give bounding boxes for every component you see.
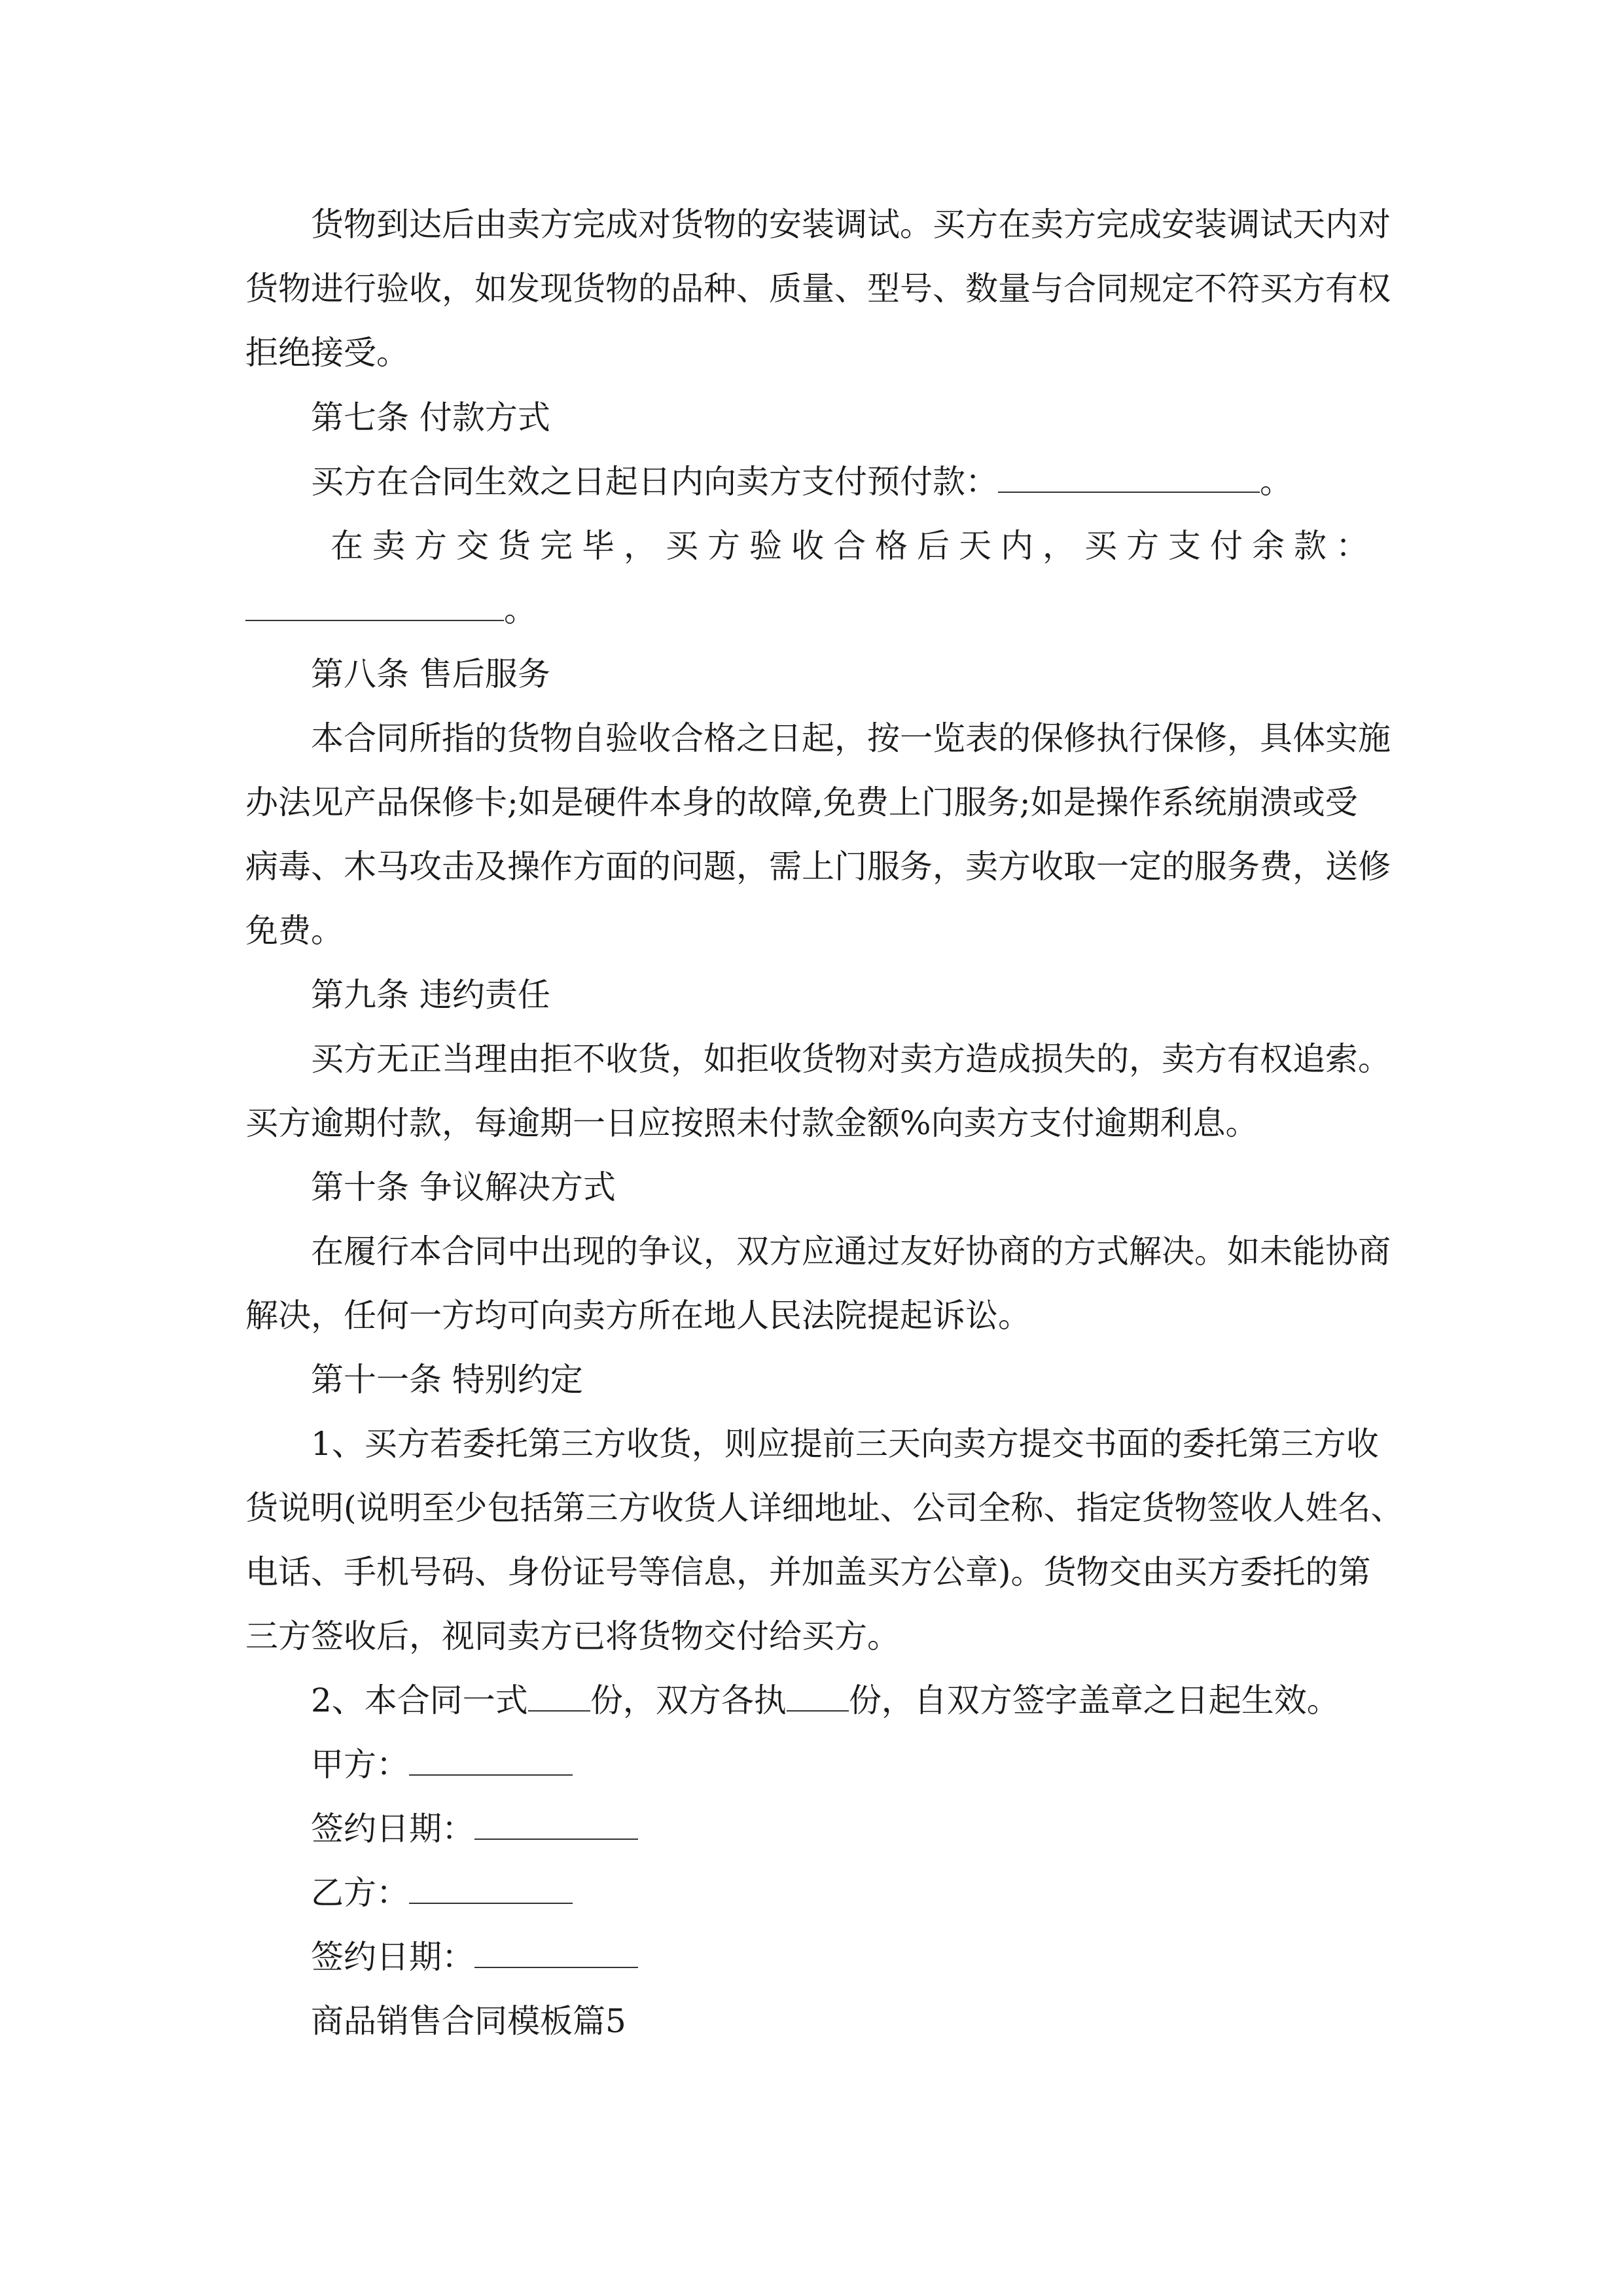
blank-underline (474, 1810, 638, 1840)
blank-underline (474, 1938, 638, 1968)
text-line: 免费。 (245, 912, 344, 950)
text-span: 2、本合同一式 (311, 1681, 528, 1719)
section-title: 商品销售合同模板篇5 (311, 2002, 626, 2040)
text-line (245, 590, 537, 630)
party-b-line (311, 1873, 573, 1912)
text-span: 份，自双方签字盖章之日起生效。 (848, 1681, 1340, 1719)
sign-date-line (311, 1937, 638, 1977)
blank-underline (409, 1746, 573, 1776)
article-heading-8: 第八条 售后服务 (311, 655, 550, 693)
party-a-label: 甲方： (311, 1746, 409, 1784)
text-line (311, 1681, 1340, 1720)
sign-date-label: 签约日期： (311, 1810, 474, 1848)
text-line: 货物进行验收，如发现货物的品种、质量、型号、数量与合同规定不符买方有权 (245, 270, 1391, 308)
blank-underline (787, 1681, 849, 1712)
text-line: 拒绝接受。 (245, 334, 409, 372)
text-line (311, 462, 1293, 501)
party-b-label: 乙方： (311, 1874, 409, 1912)
text-line: 买方逾期付款，每逾期一日应按照未付款金额%向卖方支付逾期利息。 (245, 1104, 1258, 1142)
text-line: 本合同所指的货物自验收合格之日起，按一览表的保修执行保修，具体实施 (311, 719, 1391, 757)
text-line: 1、买方若委托第三方收货，则应提前三天向卖方提交书面的委托第三方收 (311, 1425, 1379, 1463)
article-heading-9: 第九条 违约责任 (311, 976, 550, 1014)
text-line: 在履行本合同中出现的争议，双方应通过友好协商的方式解决。如未能协商 (311, 1232, 1391, 1270)
article-heading-11: 第十一条 特别约定 (311, 1361, 583, 1399)
text-line: 在卖方交货完毕，买方验收合格后天内，买方支付余款： (330, 527, 1378, 565)
text-line: 办法见产品保修卡;如是硬件本身的故障,免费上门服务;如是操作系统崩溃或受 (245, 783, 1358, 821)
text-line: 货说明(说明至少包括第三方收货人详细地址、公司全称、指定货物签收人姓名、 (245, 1489, 1404, 1527)
article-heading-7: 第七条 付款方式 (311, 399, 550, 437)
blank-underline (998, 463, 1260, 493)
text-line: 电话、手机号码、身份证号等信息，并加盖买方公章)。货物交由买方委托的第 (245, 1553, 1371, 1591)
blank-underline (528, 1681, 590, 1712)
party-a-line (311, 1745, 573, 1784)
text-span: 。 (504, 591, 537, 629)
article-heading-10: 第十条 争议解决方式 (311, 1168, 616, 1206)
text-line: 病毒、木马攻击及操作方面的问题，需上门服务，卖方收取一定的服务费，送修 (245, 848, 1391, 886)
text-line: 买方无正当理由拒不收货，如拒收货物对卖方造成损失的，卖方有权追索。 (311, 1040, 1391, 1078)
text-span: 买方在合同生效之日起日内向卖方支付预付款： (311, 463, 998, 501)
text-line: 解决，任何一方均可向卖方所在地人民法院提起诉讼。 (245, 1297, 1031, 1335)
text-span: 。 (1260, 463, 1293, 501)
sign-date-line (311, 1809, 638, 1848)
blank-underline (245, 591, 504, 621)
text-line: 货物到达后由卖方完成对货物的安装调试。买方在卖方完成安装调试天内对 (311, 206, 1391, 243)
blank-underline (409, 1874, 573, 1904)
text-span: 份，双方各执 (590, 1681, 787, 1719)
text-line: 三方签收后，视同卖方已将货物交付给买方。 (245, 1617, 900, 1655)
sign-date-label: 签约日期： (311, 1938, 474, 1976)
